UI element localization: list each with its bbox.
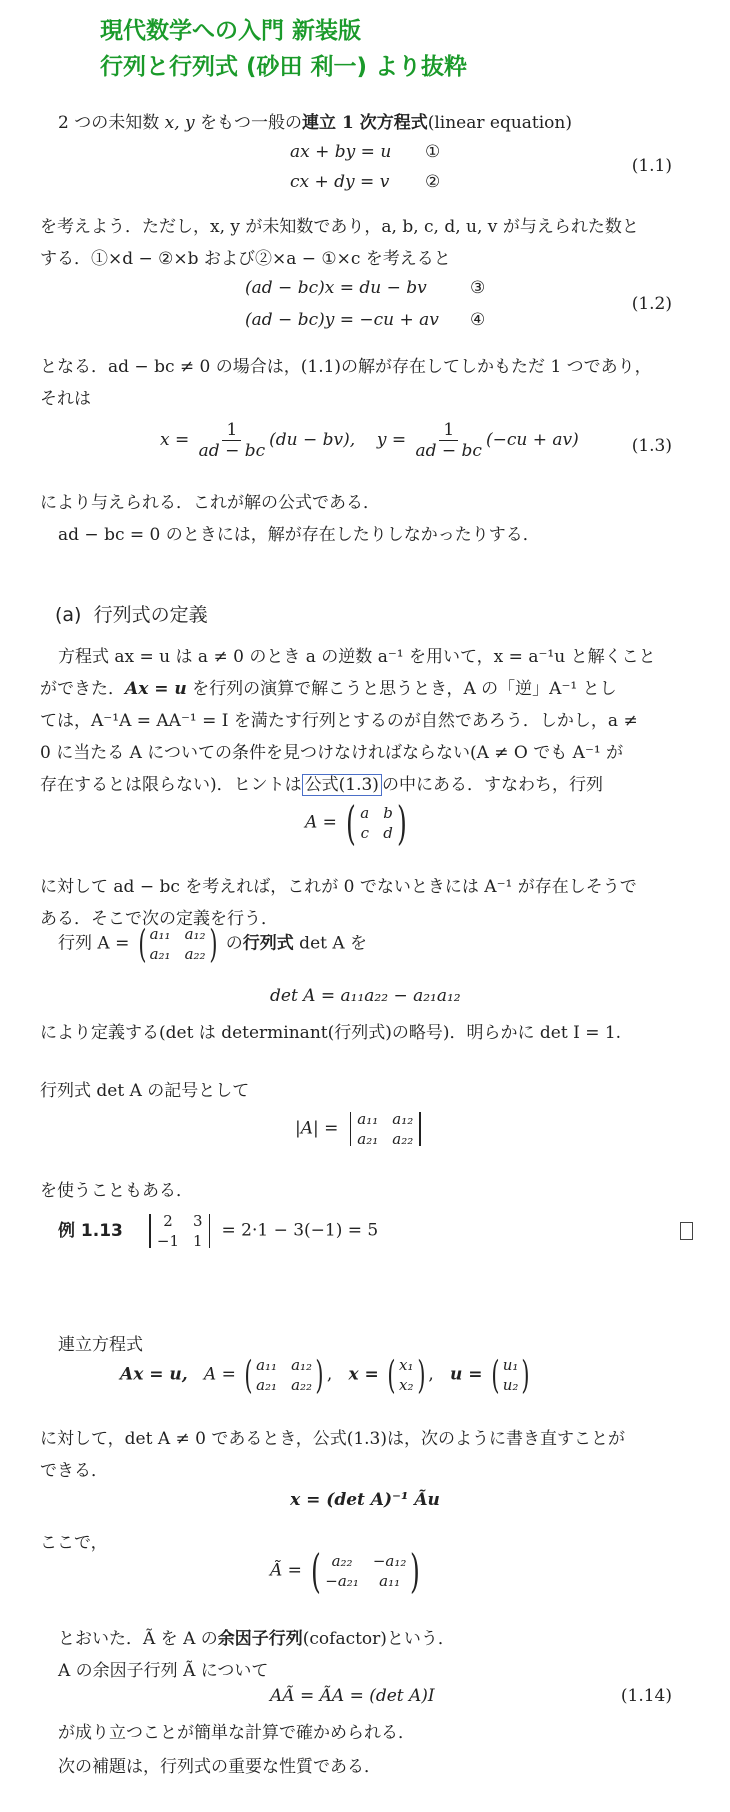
vector-entries [503, 1356, 519, 1394]
left-paren: ( [387, 1353, 396, 1397]
right-paren: ) [315, 1353, 324, 1397]
left-paren: ( [491, 1353, 500, 1397]
equation-1-2-b: (ad − bc)y = −cu + av [245, 310, 439, 330]
matrix-cell: a₂₁ [256, 1376, 278, 1394]
text: y = [376, 430, 407, 450]
matrix-entries [325, 1552, 406, 1590]
matrix-entries [256, 1356, 312, 1394]
matrix-cell: a₂₂ [392, 1130, 414, 1148]
paragraph-line: ある．そこで次の定義を行う． [40, 909, 278, 929]
paragraph-line: を考えよう．ただし，x, y が未知数であり，a, b, c, d, u, v が与えられた数と [40, 217, 639, 237]
equation-1-2-a: (ad − bc)x = du − bv [245, 278, 427, 298]
matrix-cell: a₂₁ [149, 945, 171, 963]
text: det A を [293, 933, 368, 954]
matrix-cell: a₂₂ [184, 945, 206, 963]
text: 2 つの未知数 [58, 113, 165, 133]
left-paren: ( [311, 1544, 322, 1598]
equation-1-3 [160, 420, 579, 461]
matrix-cell: d [383, 824, 393, 842]
fraction [411, 420, 485, 461]
text: |A| = [295, 1118, 339, 1139]
paragraph-line: に対して ad − bc を考えれば，これが 0 でないときには A⁻¹ が存在しそうで [40, 877, 637, 897]
section-title: 行列式の定義 [93, 604, 208, 626]
matrix-cell: a₂₂ [331, 1552, 353, 1570]
numerator: 1 [439, 420, 458, 441]
term-determinant: 行列式 [242, 933, 294, 954]
denominator: ad − bc [415, 441, 482, 461]
example-1-13 [58, 1212, 378, 1250]
equation-number-1-2: (1.2) [631, 294, 672, 314]
inverse-formula: x = (det A)⁻¹ Ãu [290, 1490, 440, 1510]
fraction [195, 420, 269, 461]
vector-entries [399, 1356, 413, 1394]
vector-cell: x₁ [399, 1356, 414, 1374]
paragraph-line [58, 1624, 455, 1649]
vector-cell: x₂ [399, 1376, 414, 1394]
text: とおいた．Ã を A の [58, 1629, 218, 1649]
matrix-cell: a₁₁ [256, 1356, 278, 1374]
matrix [307, 1544, 424, 1598]
paragraph-line: できる． [40, 1461, 108, 1481]
paragraph-line [40, 770, 603, 795]
right-paren: ) [410, 1544, 421, 1598]
example-label: 例 1.13 [58, 1220, 123, 1241]
eq-mark-2: ② [425, 172, 441, 192]
paragraph-line [40, 674, 617, 699]
book-title: 現代数学への入門 新装版 [100, 18, 362, 44]
intro-paragraph [58, 108, 572, 133]
determinant-bars [344, 1110, 427, 1148]
paragraph-line: を使うこともある． [40, 1181, 193, 1201]
cofactor-matrix-display [270, 1544, 424, 1598]
matrix-cell: −a₂₁ [325, 1572, 359, 1590]
text: 存在するとは限らない)．ヒントは [40, 775, 302, 795]
paragraph-line: 0 に当たる A についての条件を見つけなければならない(A ≠ O でも A⁻¹ が [40, 743, 624, 763]
paragraph-line: が成り立つことが簡単な計算で確かめられる． [58, 1723, 415, 1743]
text: Ã = [270, 1560, 302, 1581]
text: 行列 A = [58, 933, 130, 954]
definition-line [58, 922, 368, 966]
paragraph-line: 行列式 det A の記号として [40, 1081, 250, 1101]
text: の中にある．すなわち，行列 [381, 775, 603, 795]
term-linear-equation: 連立 1 次方程式 [302, 113, 428, 133]
matrix-cell: 1 [193, 1232, 203, 1250]
left-bar [149, 1214, 151, 1248]
paragraph-line: に対して，det A ≠ 0 であるとき，公式(1.3)は，次のように書き直すことが [40, 1429, 626, 1449]
right-paren: ) [208, 922, 218, 966]
book-subtitle: 行列と行列式 (砂田 利一) より抜粋 [100, 54, 468, 80]
text: A = [203, 1364, 236, 1385]
matrix-A-display [305, 796, 411, 850]
text: u = [449, 1364, 483, 1385]
text: (du − bv), [269, 430, 356, 450]
paragraph-line: となる．ad − bc ≠ 0 の場合は，(1.1)の解が存在してしかもただ 1 つであり， [40, 357, 652, 377]
text: の [220, 933, 243, 954]
text: x = [348, 1364, 379, 1385]
paragraph-line: する．①×d − ②×b および②×a − ①×c を考えると [40, 249, 451, 269]
text: を行列の演算で解こうと思うとき，A の「逆」A⁻¹ とし [186, 679, 617, 699]
right-paren: ) [396, 796, 407, 850]
vector [488, 1353, 533, 1397]
text: ができた． [40, 679, 125, 699]
system-display: Ax = u, A = ( a₁₁ a₁₂ a₂₁ a₂₂ ) , x = ( x₁ x₂ ) , u = ( u₁ u₂ ) [120, 1356, 533, 1394]
paragraph-line: 方程式 ax = u は a ≠ 0 のとき a の逆数 a⁻¹ を用いて，x = a⁻¹u と解くこと [58, 647, 656, 667]
equation-number-1-14: (1.14) [620, 1686, 672, 1706]
matrix [241, 1353, 327, 1397]
matrix-cell: −1 [156, 1232, 180, 1250]
vector [384, 1353, 428, 1397]
cofactor-identity: AÃ = ÃA = (det A)I [270, 1686, 435, 1706]
right-bar [419, 1112, 421, 1146]
equation-number-1-3: (1.3) [631, 436, 672, 456]
right-paren: ) [521, 1353, 530, 1397]
matrix-cell: a₁₁ [357, 1110, 379, 1128]
text: (linear equation) [427, 113, 572, 133]
matrix-cell: c [360, 824, 369, 842]
left-paren: ( [138, 922, 147, 966]
text: (cofactor)という． [302, 1629, 455, 1649]
determinant-bars [143, 1212, 216, 1250]
section-heading [55, 600, 208, 627]
paragraph-line: 次の補題は，行列式の重要な性質である． [58, 1757, 381, 1777]
section-label: (a) [55, 604, 82, 626]
text: x = [160, 430, 190, 450]
matrix-cell: b [383, 804, 393, 822]
paragraph-line: により与えられる．これが解の公式である． [40, 493, 380, 513]
paragraph-line: により定義する(det は determinant(行列式)の略号)．明らかに det I = 1. [40, 1023, 622, 1043]
denominator: ad − bc [198, 441, 266, 461]
left-paren: ( [244, 1353, 253, 1397]
matrix-cell: 3 [193, 1212, 203, 1230]
vector-cell: u₁ [502, 1356, 519, 1374]
paragraph-line: A の余因子行列 Ã について [58, 1661, 269, 1681]
paragraph-line: それは [40, 389, 91, 409]
abs-notation [295, 1110, 427, 1148]
equation-1-1-a: ax + by = u [290, 142, 392, 162]
equation-1-1-b: cx + dy = v [290, 172, 390, 192]
paragraph-line: ここで， [40, 1533, 108, 1553]
matrix-cell: 2 [163, 1212, 173, 1230]
matrix-cell: a₂₁ [357, 1130, 379, 1148]
determinant-formula: det A = a₁₁a₂₂ − a₂₁a₁₂ [270, 986, 461, 1006]
matrix-cell: a₁₂ [184, 925, 206, 943]
text: = 2·1 − 3(−1) = 5 [221, 1220, 379, 1241]
matrix-cell: a₂₂ [291, 1376, 313, 1394]
matrix-entries [150, 925, 206, 963]
matrix [135, 922, 221, 966]
text: をもつ一般の [194, 113, 303, 133]
matrix-entries [157, 1212, 203, 1250]
formula-1-3-link[interactable]: 公式(1.3) [302, 774, 382, 796]
left-paren: ( [346, 796, 357, 850]
matrix-cell: a [360, 804, 370, 822]
matrix [342, 796, 410, 850]
matrix-entries [360, 804, 393, 842]
paragraph-line: 連立方程式 [58, 1335, 143, 1355]
text: x, y [164, 113, 195, 133]
text: Ax = u [125, 679, 187, 699]
paragraph-line: ては，A⁻¹A = AA⁻¹ = I を満たす行列とするのが自然であろう．しかし，a ≠ [40, 711, 638, 731]
equation-number-1-1: (1.1) [631, 156, 672, 176]
matrix-cell: a₁₂ [392, 1110, 414, 1128]
eq-mark-1: ① [425, 142, 441, 162]
text: Ax = u, [120, 1364, 188, 1385]
eq-mark-3: ③ [470, 278, 486, 298]
matrix-cell: a₁₂ [291, 1356, 313, 1374]
numerator: 1 [222, 420, 241, 441]
vector-cell: u₂ [502, 1376, 519, 1394]
term-cofactor: 余因子行列 [217, 1629, 303, 1649]
text: (−cu + av) [485, 430, 579, 450]
left-bar [350, 1112, 352, 1146]
matrix-entries [357, 1110, 413, 1148]
right-bar [209, 1214, 211, 1248]
right-paren: ) [416, 1353, 426, 1397]
matrix-cell: −a₁₂ [372, 1552, 407, 1570]
matrix-cell: a₁₁ [379, 1572, 401, 1590]
qed-box [680, 1222, 693, 1240]
text: A = [305, 812, 337, 833]
paragraph-line: ad − bc = 0 のときには，解が存在したりしなかったりする． [58, 525, 540, 545]
matrix-cell: a₁₁ [149, 925, 171, 943]
eq-mark-4: ④ [470, 310, 486, 330]
